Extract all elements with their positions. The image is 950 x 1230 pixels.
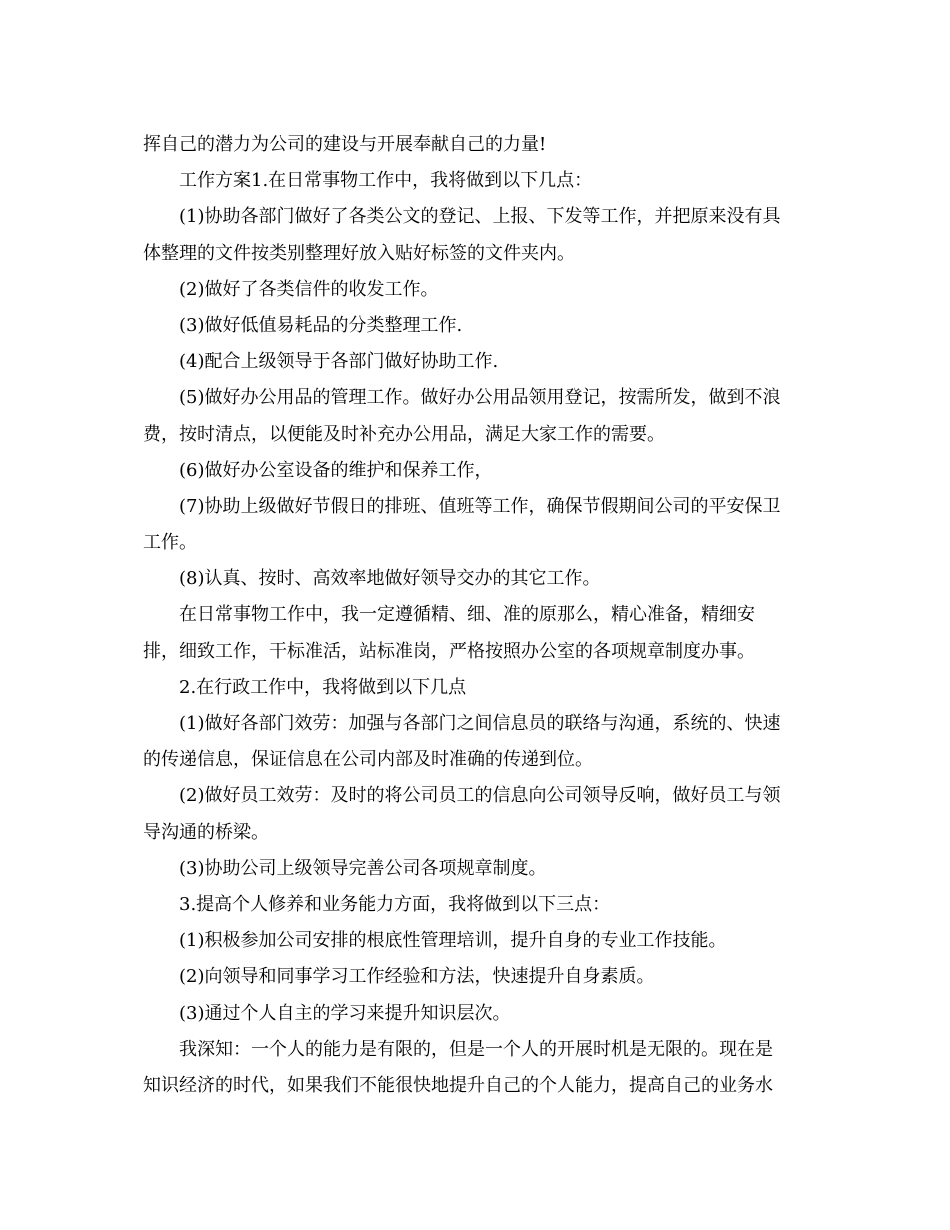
document-body [143,127,805,1104]
text-line: (6)做好办公室设备的维护和保养工作， [179,459,493,481]
text-line: 挥自己的潜力为公司的建设与开展奉献自己的力量! [143,134,547,155]
text-line: 工作。 [143,532,197,554]
text-line: (3)做好低值易耗品的分类整理工作. [179,314,463,336]
text-line: 在日常事物工作中，我一定遵循精、细、准的原那么，精心准备，精细安 [179,604,755,626]
text-line: (1)做好各部门效劳：加强与各部门之间信息员的联络与沟通，系统的、快速 [179,713,781,734]
text-line: (8)认真、按时、高效率地做好领导交办的其它工作。 [179,568,601,590]
text-line: 知识经济的时代，如果我们不能很快地提升自己的个人能力，提高自己的业务水 [143,1074,773,1096]
text-line: 费，按时清点，以便能及时补充办公用品，满足大家工作的需要。 [143,423,665,445]
text-line: 体整理的文件按类别整理好放入贴好标签的文件夹内。 [143,242,575,264]
text-line: 排，细致工作，干标准活，站标准岗，严格按照办公室的各项规章制度办事。 [143,640,755,662]
text-line: (5)做好办公用品的管理工作。做好办公用品领用登记，按需所发，做到不浪 [179,387,781,409]
text-line: 2.在行政工作中，我将做到以下几点 [179,676,467,698]
text-line: 我深知：一个人的能力是有限的，但是一个人的开展时机是无限的。现在是 [179,1038,773,1060]
text-line: (4)配合上级领导于各部门做好协助工作. [179,351,499,373]
text-line: (2)做好员工效劳：及时的将公司员工的信息向公司领导反响，做好员工与领 [179,785,781,807]
text-line: 3.提高个人修养和业务能力方面，我将做到以下三点： [179,893,611,915]
text-line: (7)协助上级做好节假日的排班、值班等工作，确保节假期间公司的平安保卫 [179,495,781,517]
text-line: 的传递信息，保证信息在公司内部及时准确的传递到位。 [143,749,593,771]
text-line: (1)协助各部门做好了各类公文的登记、上报、下发等工作，并把原来没有具 [179,206,781,228]
text-line: (2)做好了各类信件的收发工作。 [179,278,439,300]
text-line: 工作方案1.在日常事物工作中，我将做到以下几点： [179,170,593,192]
text-line: (2)向领导和同事学习工作经验和方法，快速提升自身素质。 [179,966,655,988]
text-line: (1)积极参加公司安排的根底性管理培训，提升自身的专业工作技能。 [179,930,727,952]
text-line: 导沟通的桥梁。 [143,821,269,843]
text-line: (3)协助公司上级领导完善公司各项规章制度。 [179,857,547,879]
text-line: (3)通过个人自主的学习来提升知识层次。 [179,1002,511,1024]
